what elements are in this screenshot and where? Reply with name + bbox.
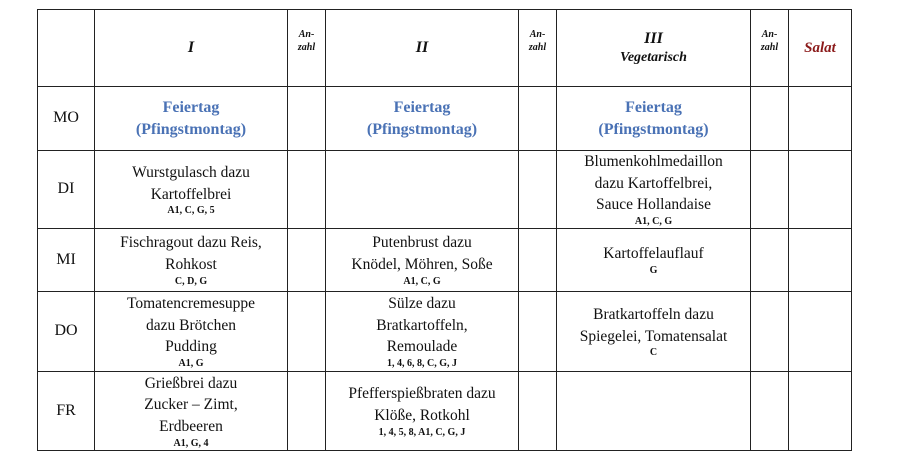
day-row xyxy=(38,229,852,292)
dish-line: Tomatencremesuppe xyxy=(126,295,256,313)
anzahl-cell xyxy=(288,87,326,151)
allergen-codes: C xyxy=(649,347,658,359)
dish-line: Spiegelei, Tomatensalat xyxy=(579,327,728,345)
salat-cell xyxy=(789,292,852,372)
dish-line: Pudding xyxy=(165,338,217,356)
dish-line: Wurstgulasch dazu xyxy=(132,163,250,181)
dish-line: Sauce Hollandaise xyxy=(596,196,711,214)
anzahl-cell xyxy=(519,292,557,372)
day-cell xyxy=(38,87,95,151)
day-row xyxy=(38,292,852,372)
menu-2-cell xyxy=(326,229,519,292)
menu-2-cell xyxy=(326,372,519,451)
menu-3-title: III xyxy=(644,29,663,47)
header-anzahl-2 xyxy=(519,10,557,87)
corner-cell xyxy=(38,10,95,87)
allergen-codes: A1, G, 4 xyxy=(173,437,209,449)
dish-line: Bratkartoffeln dazu xyxy=(593,305,714,323)
anzahl-cell xyxy=(751,151,789,229)
anzahl-cell xyxy=(751,87,789,151)
dish-line: dazu Kartoffelbrei, xyxy=(594,174,713,192)
holiday-label: (Pfingstmontag) xyxy=(598,120,709,138)
allergen-codes: 1, 4, 6, 8, C, G, J xyxy=(387,358,457,370)
salat-cell xyxy=(789,151,852,229)
allergen-codes: A1, C, G xyxy=(403,275,441,287)
header-menu-1 xyxy=(95,10,288,87)
dish-line: Erdbeeren xyxy=(159,417,223,435)
allergen-codes: A1, C, G xyxy=(634,216,673,228)
day-label: DI xyxy=(57,180,75,198)
dish-line: Kartoffelbrei xyxy=(150,185,232,203)
weekly-menu-table xyxy=(37,9,852,451)
dish-line: Klöße, Rotkohl xyxy=(374,407,470,425)
anzahl-label-bottom: zahl xyxy=(528,42,547,53)
holiday-label: Feiertag xyxy=(625,98,682,116)
dish-line: Rohkost xyxy=(165,256,217,274)
anzahl-label-bottom: zahl xyxy=(297,42,316,53)
day-cell xyxy=(38,292,95,372)
dish-line: Bratkartoffeln, xyxy=(376,316,468,334)
salat-cell xyxy=(789,87,852,151)
menu-2-cell xyxy=(326,87,519,151)
day-cell xyxy=(38,229,95,292)
day-label: MI xyxy=(56,250,76,268)
menu-3-subtitle: Vegetarisch xyxy=(620,50,687,66)
anzahl-cell xyxy=(519,87,557,151)
menu-2-title: II xyxy=(415,38,429,56)
allergen-codes: 1, 4, 5, 8, A1, C, G, J xyxy=(378,426,466,438)
menu-1-cell xyxy=(95,229,288,292)
dish-line: Sülze dazu xyxy=(388,295,456,313)
header-anzahl-1 xyxy=(288,10,326,87)
dish-line: Remoulade xyxy=(386,338,458,356)
anzahl-cell xyxy=(519,372,557,451)
menu-1-cell xyxy=(95,372,288,451)
menu-2-cell xyxy=(326,292,519,372)
day-cell xyxy=(38,372,95,451)
dish-line: Grießbrei dazu xyxy=(144,374,238,392)
dish-line: Pfefferspießbraten dazu xyxy=(348,385,496,403)
anzahl-cell xyxy=(519,229,557,292)
allergen-codes: A1, G xyxy=(178,358,204,370)
day-label: FR xyxy=(56,401,76,419)
anzahl-cell xyxy=(288,229,326,292)
dish-line: Kartoffelauflauf xyxy=(603,245,704,263)
dish-line: Knödel, Möhren, Soße xyxy=(351,256,493,274)
menu-1-cell xyxy=(95,87,288,151)
salat-cell xyxy=(789,372,852,451)
holiday-label: (Pfingstmontag) xyxy=(135,120,247,138)
menu-3-cell xyxy=(557,292,751,372)
dish-line: dazu Brötchen xyxy=(146,316,236,334)
header-menu-3 xyxy=(557,10,751,87)
anzahl-cell xyxy=(288,151,326,229)
allergen-codes: A1, C, G, 5 xyxy=(167,205,215,217)
header-anzahl-3 xyxy=(751,10,789,87)
dish-line: Putenbrust dazu xyxy=(372,234,472,252)
day-label: MO xyxy=(53,109,79,127)
anzahl-cell xyxy=(288,292,326,372)
menu-1-cell xyxy=(95,151,288,229)
menu-3-cell xyxy=(557,87,751,151)
anzahl-cell xyxy=(288,372,326,451)
day-cell xyxy=(38,151,95,229)
holiday-label: Feiertag xyxy=(162,98,220,116)
menu-2-cell xyxy=(326,151,519,229)
menu-1-title: I xyxy=(187,38,195,56)
header-row xyxy=(38,10,852,87)
menu-3-cell xyxy=(557,151,751,229)
dish-line: Blumenkohlmedaillon xyxy=(584,153,723,170)
header-salat xyxy=(789,10,852,87)
menu-3-cell xyxy=(557,229,751,292)
anzahl-cell xyxy=(751,372,789,451)
anzahl-cell xyxy=(519,151,557,229)
salat-title: Salat xyxy=(804,39,836,56)
dish-line: Fischragout dazu Reis, xyxy=(120,234,262,252)
anzahl-cell xyxy=(751,292,789,372)
day-row xyxy=(38,87,852,151)
anzahl-label-bottom: zahl xyxy=(760,42,779,53)
salat-cell xyxy=(789,229,852,292)
allergen-codes: C, D, G xyxy=(174,275,208,287)
menu-1-cell xyxy=(95,292,288,372)
anzahl-label-top: An- xyxy=(761,29,778,40)
anzahl-cell xyxy=(751,229,789,292)
day-row xyxy=(38,151,852,229)
header-menu-2 xyxy=(326,10,519,87)
holiday-label: Feiertag xyxy=(393,98,451,116)
allergen-codes: G xyxy=(649,264,658,276)
menu-3-cell xyxy=(557,372,751,451)
anzahl-label-top: An- xyxy=(298,29,315,40)
holiday-label: (Pfingstmontag) xyxy=(366,120,478,138)
dish-line: Zucker – Zimt, xyxy=(144,396,238,414)
anzahl-label-top: An- xyxy=(529,29,546,40)
day-label: DO xyxy=(54,322,78,340)
day-row xyxy=(38,372,852,451)
